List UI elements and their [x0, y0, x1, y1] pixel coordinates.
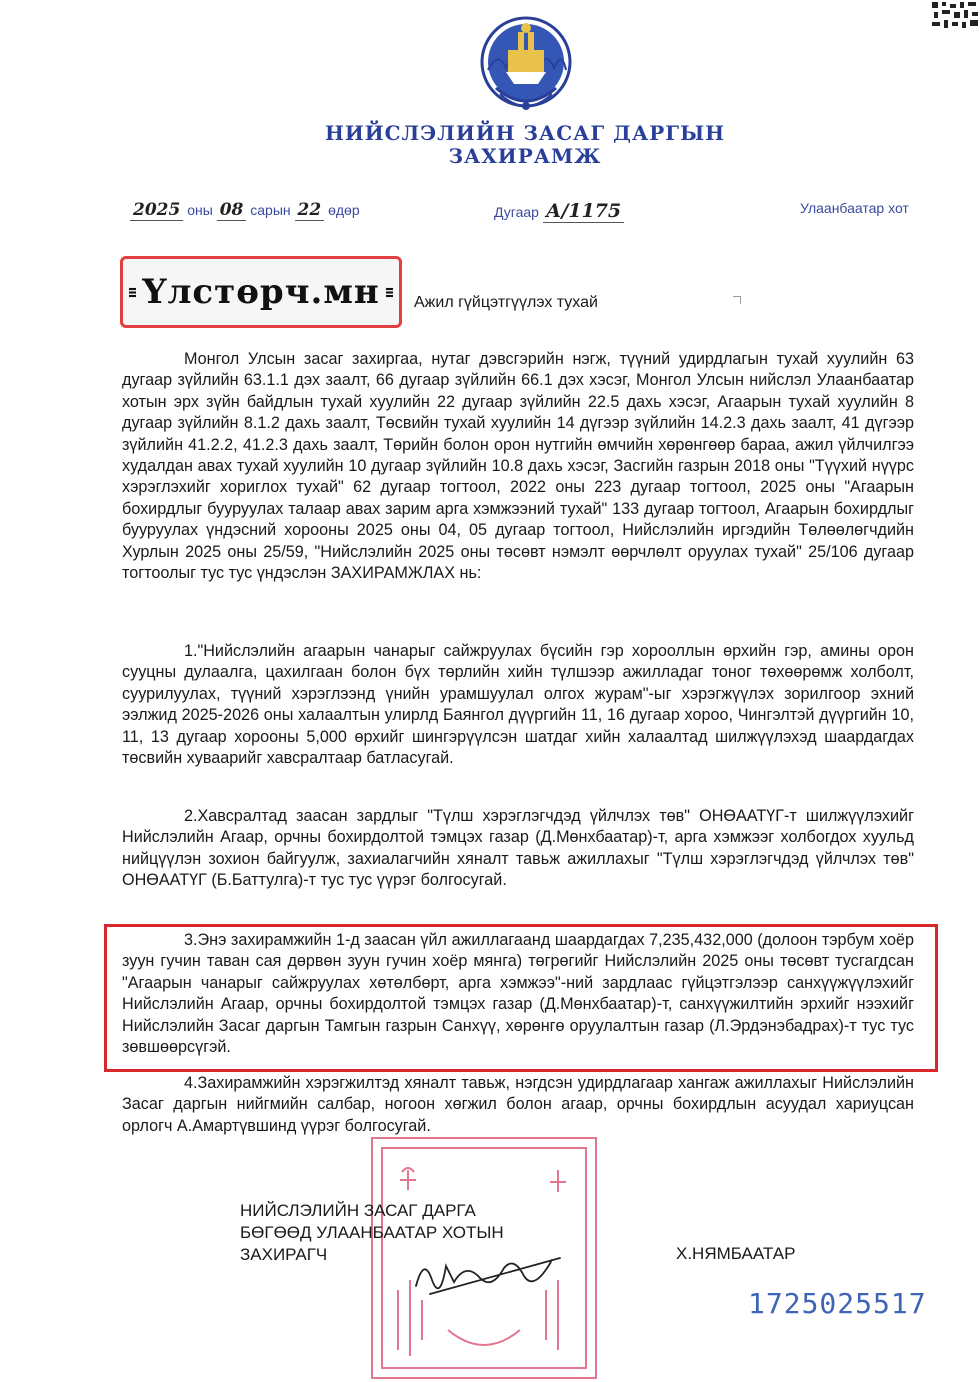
document-code: 1725025517 [748, 1287, 927, 1320]
date-line [130, 200, 360, 220]
signatory-title-line3: ЗАХИРАГЧ [240, 1245, 328, 1264]
date-day-label: өдөр [328, 202, 360, 218]
paragraph-item-1: 1."Нийслэлийн агаарын чанарыг сайжруулах бүсийн гэр хорооллын өрхийн гэр, амины орон сууцны дулаалга, цахилгаан болон бүх төрлийн хийн түлшээр ажилладаг тоног төхөөрөмж холболт, суурилуулах, түүний хэрэглээнд үнийн урамшуулал олгох журам"-ыг хэрэгжүүлэх зорилгоор эхний ээлжид 2025-2026 оны халаалтын улирлд Баянгол дүүргийн 11, 16 дугаар хороо, Чингэлтэй дүүргийн 10, 11, 13 дугаар хорооны 5,000 өрхийг шингэрүүлсэн шатдаг хийн халаалтад шилжүүлэхэд шаардагдах төсвийн хуваарийг хавсралтаар батласугай. [122, 642, 914, 768]
qr-code-icon [930, 0, 980, 30]
watermark-logo [120, 256, 402, 328]
document-number-line [494, 200, 624, 222]
number-label: Дугаар [494, 204, 539, 220]
paragraph-item-2: 2.Хавсралтад заасан зардлыг "Түлш хэрэглэгчдэд үйлчлэх төв" ОНӨААТҮГ-т шилжүүлэхийг Нийслэлийн Агаар, орчны бохирдолтой тэмцэх газар (Д.Мөнхбаатар)-т, арга хэмжээг холбогдох хуульд нийцүүлэн зохион байгуулж, захиалагчийн хяналт тавьж ажиллахыг "Түлш хэрэглэгчдэд үйлчлэх төв" ОНӨААТҮГ (Б.Баттулга)-т тус тус үүрэг болгосугай. [122, 807, 914, 890]
logo-dash-left-icon [129, 291, 136, 293]
document-number: А/1175 [543, 200, 624, 223]
state-emblem-icon [478, 10, 574, 120]
document-header [0, 122, 980, 168]
date-year: 2025 [130, 200, 183, 221]
logo-dash-right-icon [386, 291, 393, 293]
date-month-label: сарын [250, 202, 291, 218]
date-day: 22 [295, 200, 325, 221]
date-month: 08 [217, 200, 247, 221]
document-subject: Ажил гүйцэтгүүлэх тухай [414, 294, 598, 311]
paragraph-item-3: 3.Энэ захирамжийн 1-д заасан үйл ажиллагаанд шаардагдах 7,235,432,000 (долоон тэрбум хоёр зуун гучин таван сая дөрвөн зуун гучин хоёр мянга) төгрөгийг Нийслэлийн 2025 оны төсөвт тусгагдсан "Агаарын чанарыг сайжруулах хөтөлбөрт, арга хэмжээ"-ний зардлаас гүйцэтгэлээр санхүүжүүлэхийг Нийслэлийн Агаар, орчны бохирдолтой тэмцэх газар (Д.Мөнхбаатар)-т, санхүүжилтийн эрхийг нээхийг Нийслэлийн Засаг даргын Тамгын газрын Санхүү, хөрөнгө оруулалтын газар (Л.Эрдэнэбадрах)-т тус тус зөвшөөрсүгэй. [122, 931, 914, 1057]
city-label: Улаанбаатар хот [800, 200, 909, 216]
watermark-logo-text: Үлстөрч.мн [142, 272, 380, 312]
handwritten-signature-icon [410, 1236, 570, 1316]
date-year-label: оны [187, 202, 213, 218]
paragraph-item-4: 4.Захирамжийн хэрэгжилтэд хяналт тавьж, нэгдсэн удирдлагаар хангаж ажиллахыг Нийслэлийн Засаг даргын нийгмийн салбар, ногоон хөгжил болон агаар, орчны бохирдлын асуудал хариуцсан орлогч А.Амартүвшинд үүрэг болгосугай. [122, 1074, 914, 1135]
signatory-title-line1: НИЙСЛЭЛИЙН ЗАСАГ ДАРГА [240, 1201, 476, 1220]
signatory-title-line2: БӨГӨӨД УЛААНБААТАР ХОТЫН [240, 1223, 504, 1242]
corner-mark-icon [733, 296, 741, 304]
highlight-box [104, 924, 938, 1072]
org-title-line2: ЗАХИРАМЖ [448, 144, 602, 168]
paragraph-preamble: Монгол Улсын засаг захиргаа, нутаг дэвсгэрийн нэгж, түүний удирдлагын тухай хуулийн 63 дугаар зүйлийн 63.1.1 дэх заалт, 66 дугаар зүйлийн 66.1 дэх хэсэг, Монгол Улсын нийслэл Улаанбаатар хотын эрх зүйн байдлын тухай хуулийн 22 дугаар зүйлийн 22.5 дахь хэсэг, Агаарын тухай хуулийн 8 дугаар зүйлийн 8.1.2 дахь заалт, Төсвийн тухай хуулийн 14 дүгээр зүйлийн 14.2.3 дахь заалт, 41 дүгээр зүйлийн 41.2.2, 41.2.3 дахь заалт, Төрийн болон орон нутгийн өмчийн хөрөнгөөр бараа, ажил үйлчилгээ худалдан авах тухай хуулийн 10 дугаар зүйлийн 10.8 дахь хэсэг, Засгийн газрын 2018 оны "Түүхий нүүрс хэрэглэхийг хориглох тухай" 62 дугаар тогтоол, 2022 оны 223 дугаар тогтоол, 2025 оны "Агаарын бохирдлыг бууруулах талаар авах зарим арга хэмжээний тухай" 133 дугаар тогтоол, Агаарын бохирдлыг бууруулах үндэсний хорооны 2025 оны 04, 05 дугаар тогтоол, Нийслэлийн иргэдийн Төлөөлөгчдийн Хурлын 2025 оны 25/59, "Нийслэлийн 2025 оны төсөвт нэмэлт өөрчлөлт оруулах тухай" 25/106 дугаар тогтоолыг тус тус үндэслэн ЗАХИРАМЖЛАХ нь: [122, 350, 914, 583]
signatory-name: Х.НЯМБААТАР [676, 1244, 796, 1263]
org-title-line1: НИЙСЛЭЛИЙН ЗАСАГ ДАРГЫН [324, 121, 726, 145]
